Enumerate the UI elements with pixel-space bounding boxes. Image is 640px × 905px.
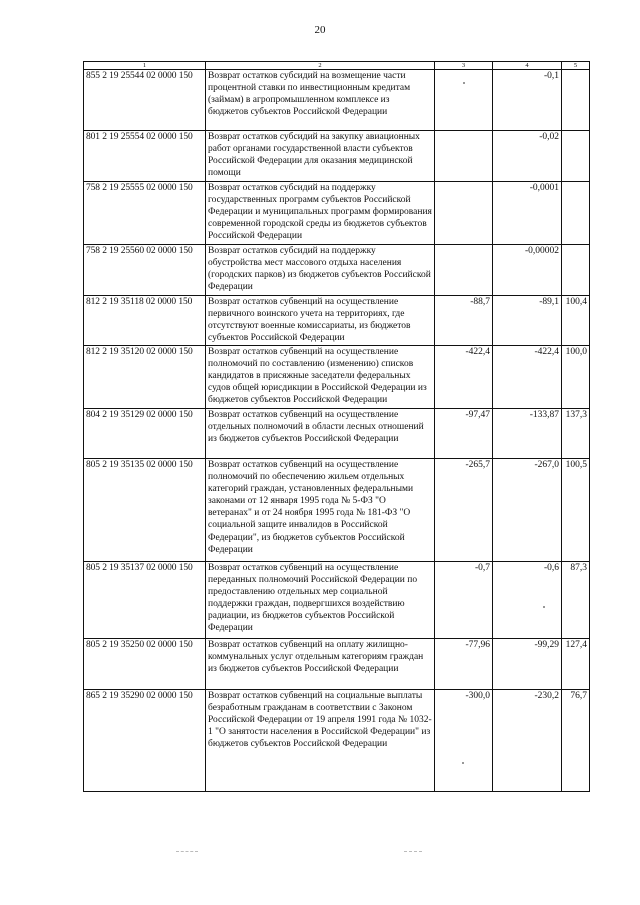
budget-code: 758 2 19 25555 02 0000 150 xyxy=(84,182,206,245)
actual-value: -267,0 xyxy=(493,459,562,562)
table-row xyxy=(84,562,590,639)
actual-value: -0,6 xyxy=(493,562,562,639)
actual-value: -89,1 xyxy=(493,296,562,346)
plan-value xyxy=(435,182,493,245)
table-row xyxy=(84,690,590,792)
budget-code: 805 2 19 35250 02 0000 150 xyxy=(84,639,206,690)
plan-value: -265,7 xyxy=(435,459,493,562)
column-number: 4 xyxy=(493,62,562,70)
income-name: Возврат остатков субсидий на поддержку обустройства мест массового отдыха населения (городских парков) из бюджетов субъектов Российской Федерации xyxy=(206,245,435,296)
actual-value: -230,2 xyxy=(493,690,562,792)
plan-value: -300,0 xyxy=(435,690,493,792)
actual-value: -133,87 xyxy=(493,409,562,459)
scan-artifact-line xyxy=(176,851,198,853)
percent-value: 100,4 xyxy=(562,296,590,346)
percent-value: 100,5 xyxy=(562,459,590,562)
percent-value xyxy=(562,245,590,296)
income-name: Возврат остатков субсидий на возмещение части процентной ставки по инвестиционным кредитам (займам) в агропромышленном комплексе из бюджетов субъектов Российской Федерации xyxy=(206,70,435,131)
budget-code: 804 2 19 35129 02 0000 150 xyxy=(84,409,206,459)
table-row xyxy=(84,131,590,182)
income-name: Возврат остатков субвенций на осуществление отдельных полномочий в области лесных отношений из бюджетов субъектов Российской Федерации xyxy=(206,409,435,459)
scan-speck xyxy=(543,606,545,608)
plan-value: -422,4 xyxy=(435,346,493,409)
budget-code: 805 2 19 35137 02 0000 150 xyxy=(84,562,206,639)
budget-table xyxy=(83,61,590,792)
percent-value xyxy=(562,182,590,245)
plan-value xyxy=(435,245,493,296)
income-name: Возврат остатков субвенций на социальные выплаты безработным гражданам в соответствии с Законом Российской Федерации от 19 апреля 1991 года № 1032-1 "О занятости населения в Российской Федерации" из бюджетов субъектов Российской Федерации xyxy=(206,690,435,792)
column-number: 3 xyxy=(435,62,493,70)
income-name: Возврат остатков субсидий на закупку авиационных работ органами государственной власти субъектов Российской Федерации для оказания медицинской помощи xyxy=(206,131,435,182)
table-row xyxy=(84,182,590,245)
actual-value: -0,1 xyxy=(493,70,562,131)
scan-speck xyxy=(463,82,465,84)
table-row xyxy=(84,639,590,690)
table-row xyxy=(84,409,590,459)
percent-value: 76,7 xyxy=(562,690,590,792)
budget-code: 801 2 19 25554 02 0000 150 xyxy=(84,131,206,182)
scan-artifact-line xyxy=(404,851,422,853)
column-number: 1 xyxy=(84,62,206,70)
actual-value: -0,02 xyxy=(493,131,562,182)
income-name: Возврат остатков субвенций на осуществление первичного воинского учета на территориях, где отсутствуют военные комиссариаты, из бюджетов субъектов Российской Федерации xyxy=(206,296,435,346)
actual-value: -99,29 xyxy=(493,639,562,690)
actual-value: -0,00002 xyxy=(493,245,562,296)
table-row xyxy=(84,245,590,296)
income-name: Возврат остатков субсидий на поддержку государственных программ субъектов Российской Федерации и муниципальных программ формирования современной городской среды из бюджетов субъектов Российской Федерации xyxy=(206,182,435,245)
income-name: Возврат остатков субвенций на осуществление полномочий по обеспечению жильем отдельных категорий граждан, установленных федеральными законами от 12 января 1995 года № 5-ФЗ "О ветеранах" и от 24 ноября 1995 года № 181-ФЗ "О социальной защите инвалидов в Российской Федерации", из бюджетов субъектов Российской Федерации xyxy=(206,459,435,562)
actual-value: -422,4 xyxy=(493,346,562,409)
plan-value: -77,96 xyxy=(435,639,493,690)
plan-value: -88,7 xyxy=(435,296,493,346)
column-number-row xyxy=(84,62,590,70)
column-number: 5 xyxy=(562,62,590,70)
percent-value: 87,3 xyxy=(562,562,590,639)
page-number: 20 xyxy=(314,24,326,36)
budget-code: 865 2 19 35290 02 0000 150 xyxy=(84,690,206,792)
plan-value: -97,47 xyxy=(435,409,493,459)
budget-code: 812 2 19 35118 02 0000 150 xyxy=(84,296,206,346)
plan-value xyxy=(435,131,493,182)
percent-value: 127,4 xyxy=(562,639,590,690)
income-name: Возврат остатков субвенций на осуществление полномочий по составлению (изменению) списков кандидатов в присяжные заседатели федеральных судов общей юрисдикции в Российской Федерации из бюджетов субъектов Российской Федерации xyxy=(206,346,435,409)
plan-value xyxy=(435,70,493,131)
income-name: Возврат остатков субвенций на осуществление переданных полномочий Российской Федерации по предоставлению отдельных мер социальной поддержки граждан, подвергшихся воздействию радиации, из бюджетов субъектов Российской Федерации xyxy=(206,562,435,639)
percent-value xyxy=(562,70,590,131)
table-row xyxy=(84,346,590,409)
actual-value: -0,0001 xyxy=(493,182,562,245)
table-row xyxy=(84,296,590,346)
table-row xyxy=(84,459,590,562)
column-number: 2 xyxy=(206,62,435,70)
budget-code: 812 2 19 35120 02 0000 150 xyxy=(84,346,206,409)
scan-speck xyxy=(462,762,464,764)
income-name: Возврат остатков субвенций на оплату жилищно-коммунальных услуг отдельным категориям граждан из бюджетов субъектов Российской Федерации xyxy=(206,639,435,690)
budget-code: 805 2 19 35135 02 0000 150 xyxy=(84,459,206,562)
budget-code: 758 2 19 25560 02 0000 150 xyxy=(84,245,206,296)
percent-value xyxy=(562,131,590,182)
percent-value: 137,3 xyxy=(562,409,590,459)
budget-code: 855 2 19 25544 02 0000 150 xyxy=(84,70,206,131)
table-row xyxy=(84,70,590,131)
percent-value: 100,0 xyxy=(562,346,590,409)
plan-value: -0,7 xyxy=(435,562,493,639)
